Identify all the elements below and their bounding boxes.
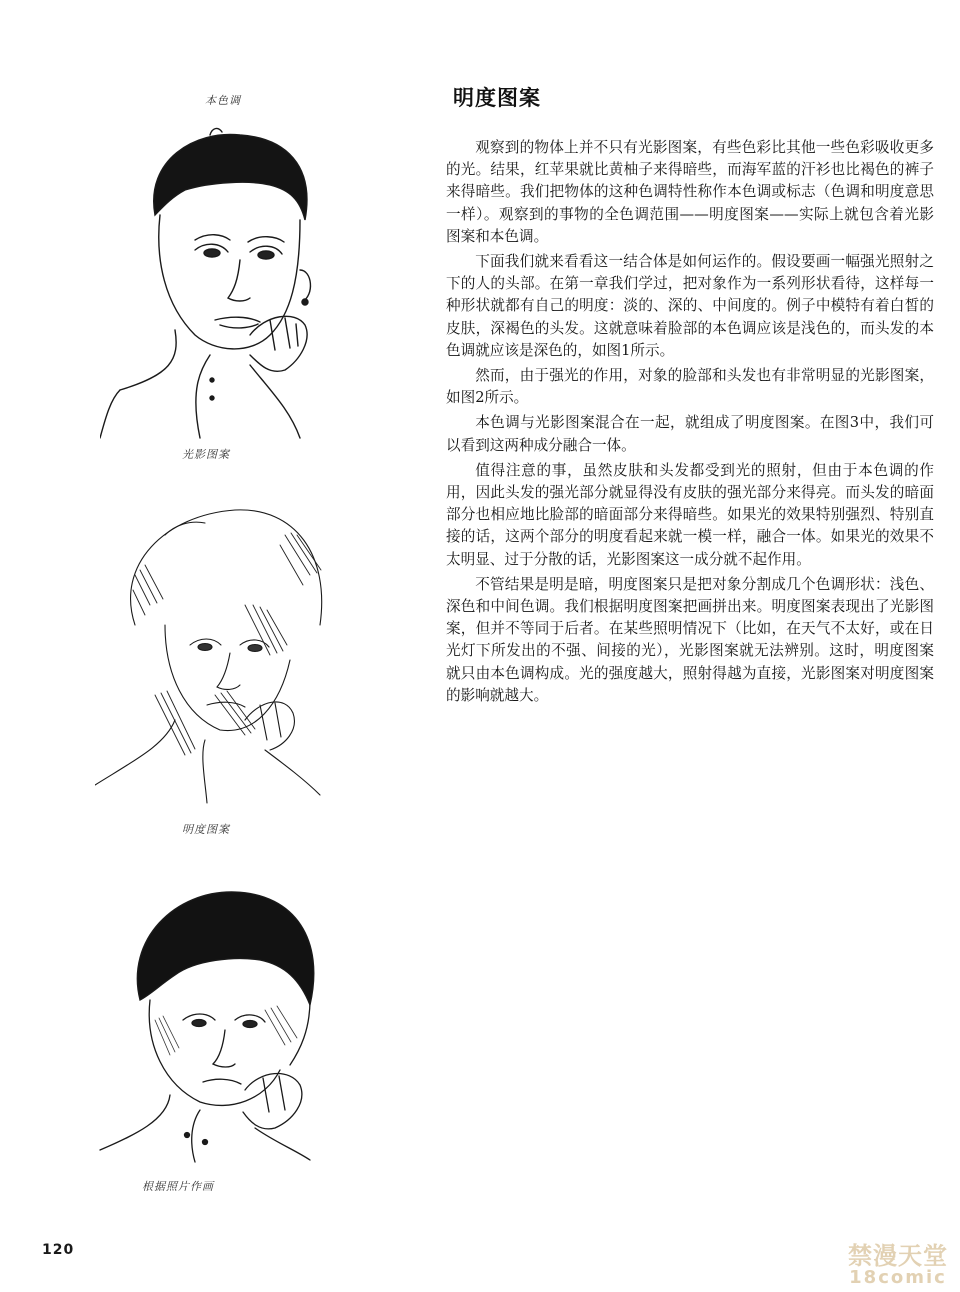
- portrait-sketch-light-shadow: [95, 495, 365, 805]
- paragraph-1: 观察到的物体上并不只有光影图案，有些色彩比其他一些色彩吸收更多的光。结果，红苹果就比黄柚子来得暗些，而海军蓝的汗衫也比褐色的裤子来得暗些。我们把物体的这种色调特性称作本色调或标志（色调和明度意思一样）。观察到的事物的全色调范围——明度图案——实际上就包含着光影图案和本色调。: [446, 139, 934, 245]
- figure-caption-1: 本色调: [205, 94, 241, 107]
- article-body: [446, 137, 934, 710]
- paragraph-3: 然而，由于强光的作用，对象的脸部和头发也有非常明显的光影图案，如图2所示。: [446, 367, 934, 407]
- page-number: 120: [42, 1242, 75, 1258]
- paragraph-5: 值得注意的事，虽然皮肤和头发都受到光的照射，但由于本色调的作用，因此头发的强光部分就显得没有皮肤的强光部分来得亮。而头发的暗面部分也相应地比脸部的暗面部分来得暗些。如果光的效果特别强烈、特别直接的话，这两个部分的明度看起来就一模一样，融合一体。如果光的效果不太明显、过于分散的话，光影图案这一成分就不起作用。: [446, 461, 934, 568]
- figure-caption-3: 明度图案: [182, 823, 230, 836]
- paragraph-4: 本色调与光影图案混合在一起，就组成了明度图案。在图3中，我们可以看到这两种成分融合一体。: [446, 414, 934, 454]
- portrait-sketch-value-pattern: [95, 880, 365, 1165]
- figure-caption-2: 光影图案: [182, 448, 230, 461]
- paragraph-2: 下面我们就来看看这一结合体是如何运作的。假设要画一幅强光照射之下的人的头部。在第一章我们学过，把对象作为一系列形状看待，这样每一种形状就都有自己的明度：淡的、深的、中间度的。例子中模特有着白皙的皮肤，深褐色的头发。这就意味着脸部的本色调应该是浅色的，而头发的本色调就应该是深色的，如图1所示。: [446, 253, 934, 359]
- watermark-line-1: 禁漫天堂: [848, 1242, 948, 1270]
- watermark-line-2: 18comic: [849, 1267, 947, 1288]
- paragraph-6: 不管结果是明是暗，明度图案只是把对象分割成几个色调形状：浅色、深色和中间色调。我们根据明度图案把画拼出来。明度图案表现出了光影图案，但并不等同于后者。在某些照明情况下（比如，在天气不太好，或在日光灯下所发出的不强、间接的光），光影图案就无法辨别。这时，明度图案就只由本色调构成。光的强度越大，照射得越为直接，光影图案对明度图案的影响就越大。: [446, 575, 934, 704]
- portrait-sketch-local-tone: [100, 120, 360, 440]
- article-heading: 明度图案: [453, 86, 541, 110]
- watermark-logo: [843, 1236, 953, 1288]
- figure-caption-4: 根据照片作画: [142, 1180, 214, 1193]
